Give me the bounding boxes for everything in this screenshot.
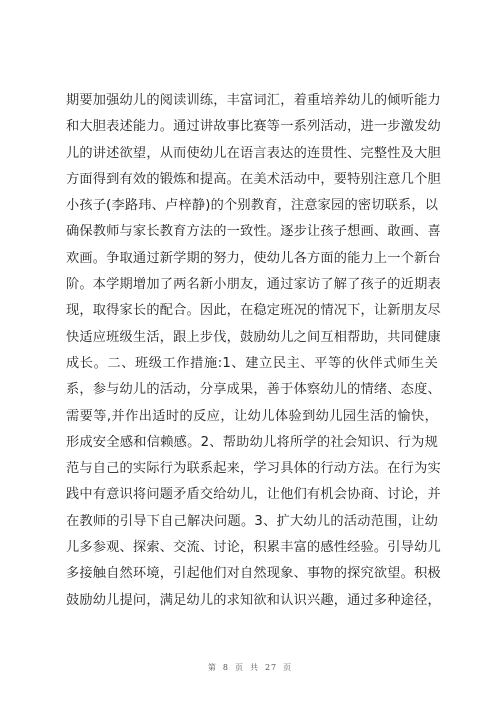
text-line-14: 形成安全感和信赖感。2、帮助幼儿将所学的社会知识、行为规 [66, 434, 438, 450]
footer-page-unit: 页 [234, 663, 244, 672]
footer-page-unit-2: 页 [283, 663, 293, 672]
text-line-3: 儿的讲述欲望，从而使幼儿在语言表达的连贯性、完整性及大胆 [66, 145, 441, 161]
footer-page-current: 8 [222, 663, 229, 672]
text-line-18: 儿多参观、探索、交流、讨论，积累丰富的感性经验。引导幼儿 [66, 540, 441, 556]
text-line-19: 多接触自然环境，引起他们对自然现象、事物的探究欲望。积极 [66, 566, 441, 582]
text-line-2: 和大胆表述能力。通过讲故事比赛等一系列活动，进一步激发幼 [66, 119, 441, 135]
text-line-11: 成长。二、班级工作措施:1、建立民主、平等的伙伴式师生关 [66, 355, 438, 371]
text-line-6: 确保教师与家长教育方法的一致性。逐步让孩子想画、敢画、喜 [66, 224, 441, 240]
footer-total-word: 共 [249, 663, 259, 672]
footer-page-word: 第 [207, 663, 217, 672]
text-line-7: 欢画。争取通过新学期的努力，使幼儿各方面的能力上一个新台 [66, 250, 441, 266]
text-line-20: 鼓励幼儿提问，满足幼儿的求知欲和认识兴趣，通过多种途径， [66, 592, 441, 608]
text-line-4: 方面得到有效的锻炼和提高。在美术活动中，要特别注意几个胆 [66, 171, 441, 187]
body-text [66, 88, 441, 614]
text-line-10: 快适应班级生活，跟上步伐，鼓励幼儿之间互相帮助，共同健康 [66, 329, 441, 345]
page-footer [0, 662, 500, 673]
text-line-17: 在教师的引导下自己解决问题。3、扩大幼儿的活动范围，让幼 [66, 513, 438, 529]
text-line-8: 阶。本学期增加了两名新小朋友，通过家访了解了孩子的近期表 [66, 277, 441, 293]
footer-page-total: 27 [264, 663, 278, 672]
text-line-13: 需要等,并作出适时的反应，让幼儿体验到幼儿园生活的愉快， [66, 408, 438, 424]
text-line-12: 系，参与幼儿的活动，分享成果，善于体察幼儿的情绪、态度、 [66, 382, 441, 398]
text-line-9: 现，取得家长的配合。因此，在稳定班况的情况下，让新朋友尽 [66, 303, 441, 319]
text-line-15: 范与自己的实际行为联系起来，学习具体的行动方法。在行为实 [66, 461, 441, 477]
text-line-1: 期要加强幼儿的阅读训练，丰富词汇，着重培养幼儿的倾听能力 [66, 93, 441, 108]
text-line-16: 践中有意识将问题矛盾交给幼儿，让他们有机会协商、讨论，并 [66, 487, 441, 503]
text-line-5: 小孩子(李路玮、卢梓静)的个别教育，注意家园的密切联系，以 [66, 198, 439, 214]
